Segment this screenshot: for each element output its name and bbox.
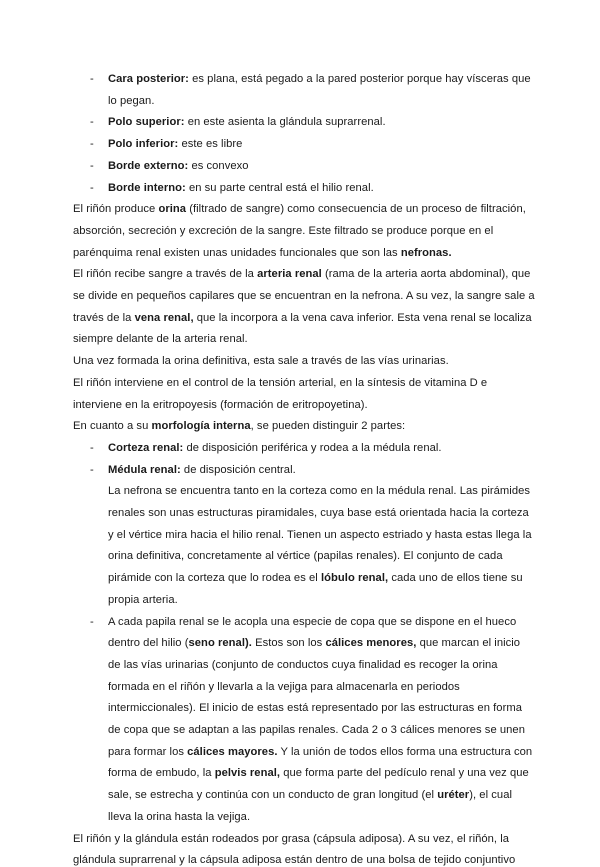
text-run: propia arteria. <box>108 594 178 606</box>
text-line <box>73 202 526 216</box>
text-run: La nefrona se encuentra tanto en la corteza como en la médula renal. Las pirámides <box>108 485 531 497</box>
text-line <box>73 224 493 238</box>
text-line <box>73 376 487 390</box>
bold-term: lóbulo renal, <box>320 572 389 584</box>
bold-term: uréter <box>437 789 470 801</box>
text-run: y el vértice mira hacia el hilio renal. Tienen un aspecto estriado y hasta estas llega la <box>108 529 532 541</box>
text-line <box>108 788 512 802</box>
text-line <box>108 94 154 108</box>
bold-term: Polo inferior: <box>108 138 179 150</box>
text-run: El riñón produce <box>73 203 159 215</box>
text-line <box>108 549 503 563</box>
text-line <box>108 528 532 542</box>
text-run: En cuanto a su <box>73 420 152 432</box>
text-line <box>108 766 529 780</box>
text-line <box>73 832 509 846</box>
text-run: El riñón recibe sangre a través de la <box>73 268 258 280</box>
text-line <box>108 723 525 737</box>
bold-term: Polo superior: <box>108 116 185 128</box>
text-run: El riñón interviene en el control de la tensión arterial, en la síntesis de vitamina D e <box>73 377 488 389</box>
bold-term: seno renal). <box>188 637 252 649</box>
text-run: de disposición central. <box>180 464 296 476</box>
bold-term: nefronas. <box>400 247 452 259</box>
text-run: forma de embudo, la <box>108 767 215 779</box>
bullet-dash: - <box>90 442 94 454</box>
bold-term: vena renal, <box>134 312 194 324</box>
text-line <box>108 181 374 195</box>
text-line <box>73 398 368 412</box>
text-line <box>108 159 249 173</box>
text-line <box>73 246 452 260</box>
bullet-dash: - <box>90 73 94 85</box>
text-run: renales son unas estructuras piramidales, cuya base está orientada hacia la corteza <box>108 507 529 519</box>
text-line <box>73 332 248 346</box>
text-run: este es libre <box>178 138 243 150</box>
text-line <box>108 506 529 520</box>
text-run: es plana, está pegado a la pared posterior porque hay vísceras que <box>188 73 531 85</box>
text-run: Y la unión de todos ellos forma una estructura con <box>277 746 533 758</box>
text-run: que la incorpora a la vena cava inferior. Esta vena renal se localiza <box>193 312 532 324</box>
text-line <box>73 289 535 303</box>
text-run: sale, se estrecha y continúa con un conducto de gran longitud (el <box>108 789 438 801</box>
text-run: siempre delante de la arteria renal. <box>73 333 248 345</box>
bold-term: Médula renal: <box>108 464 181 476</box>
text-run: para formar los <box>108 746 188 758</box>
text-run: de las vías urinarias (conjunto de conductos cuya finalidad es recoger la orina <box>108 659 498 671</box>
text-run: (rama de la arteria aorta abdominal), que <box>321 268 531 280</box>
text-run: A cada papila renal se le acopla una especie de copa que se dispone en el hueco <box>108 616 517 628</box>
text-run: absorción, secreción y excreción de la sangre. Este filtrado se produce porque en el <box>73 225 494 237</box>
text-line <box>108 441 442 455</box>
text-line <box>108 745 532 759</box>
bold-term: orina <box>158 203 187 215</box>
text-line <box>108 658 498 672</box>
text-line <box>73 853 515 867</box>
text-run: Estos son los <box>251 637 326 649</box>
bold-term: Borde interno: <box>108 182 186 194</box>
text-run: orina definitiva, concretamente al vértice (papilas renales). El conjunto de cada <box>108 550 503 562</box>
text-run: dentro del hilio ( <box>108 637 189 649</box>
bullet-dash: - <box>90 182 94 194</box>
text-run: se divide en pequeños capilares que se encuentran en la nefrona. A su vez, la sangre sale a <box>73 290 535 302</box>
text-run: ), el cual <box>469 789 512 801</box>
text-run: pirámide con la corteza que lo rodea es el <box>108 572 321 584</box>
bullet-dash: - <box>90 138 94 150</box>
text-line <box>73 267 530 281</box>
text-run: intermiccionales). El inicio de estas está representado por las estructuras en forma <box>108 702 522 714</box>
text-line <box>108 463 296 477</box>
text-run: Una vez formada la orina definitiva, esta sale a través de las vías urinarias. <box>73 355 449 367</box>
text-run: que marcan el inicio <box>416 637 521 649</box>
bold-term: Borde externo: <box>108 160 189 172</box>
bold-term: cálices menores, <box>325 637 417 649</box>
text-line <box>108 72 531 86</box>
text-run: (filtrado de sangre) como consecuencia de un proceso de filtración, <box>186 203 526 215</box>
text-run: en su parte central está el hilio renal. <box>185 182 374 194</box>
text-run: , se pueden distinguir 2 partes: <box>250 420 406 432</box>
text-run: lleva la orina hasta la vejiga. <box>108 811 251 823</box>
text-line <box>73 311 532 325</box>
bullet-dash: - <box>90 464 94 476</box>
text-run: es convexo <box>188 160 249 172</box>
text-run: de disposición periférica y rodea a la médula renal. <box>183 442 442 454</box>
text-run: parénquima renal existen unas unidades funcionales que son las <box>73 247 401 259</box>
bold-term: cálices mayores. <box>187 746 278 758</box>
bold-term: morfología interna <box>151 420 251 432</box>
bold-term: Corteza renal: <box>108 442 184 454</box>
text-line <box>108 636 520 650</box>
text-line <box>108 115 386 129</box>
bullet-dash: - <box>90 116 94 128</box>
bold-term: Cara posterior: <box>108 73 189 85</box>
text-line <box>73 354 449 368</box>
bold-term: pelvis renal, <box>214 767 281 779</box>
text-line <box>108 680 460 694</box>
text-line <box>73 419 405 433</box>
text-line <box>108 615 516 629</box>
text-line <box>108 810 250 824</box>
bullet-dash: - <box>90 616 94 628</box>
text-run: cada uno de ellos tiene su <box>388 572 523 584</box>
text-line <box>108 593 178 607</box>
text-run: lo pegan. <box>108 95 155 107</box>
text-line <box>108 571 523 585</box>
bold-term: arteria renal <box>257 268 322 280</box>
text-run: que forma parte del pedículo renal y una vez que <box>280 767 529 779</box>
text-line <box>108 137 242 151</box>
text-run: interviene en la eritropoyesis (formación de eritropoyetina). <box>73 399 368 411</box>
text-run: formada en el riñón y llevarla a la vejiga para almacenarla en periodos <box>108 681 460 693</box>
text-run: El riñón y la glándula están rodeados por grasa (cápsula adiposa). A su vez, el riñón, la <box>73 833 510 845</box>
text-line <box>108 701 522 715</box>
bullet-dash: - <box>90 160 94 172</box>
text-line <box>108 484 530 498</box>
text-run: en este asienta la glándula suprarrenal. <box>184 116 386 128</box>
text-run: través de la <box>73 312 135 324</box>
text-run: glándula suprarrenal y la cápsula adiposa están dentro de una bolsa de tejido conjuntivo <box>73 854 516 866</box>
text-run: de copa que se adaptan a las papilas renales. Cada 2 o 3 cálices menores se unen <box>108 724 525 736</box>
